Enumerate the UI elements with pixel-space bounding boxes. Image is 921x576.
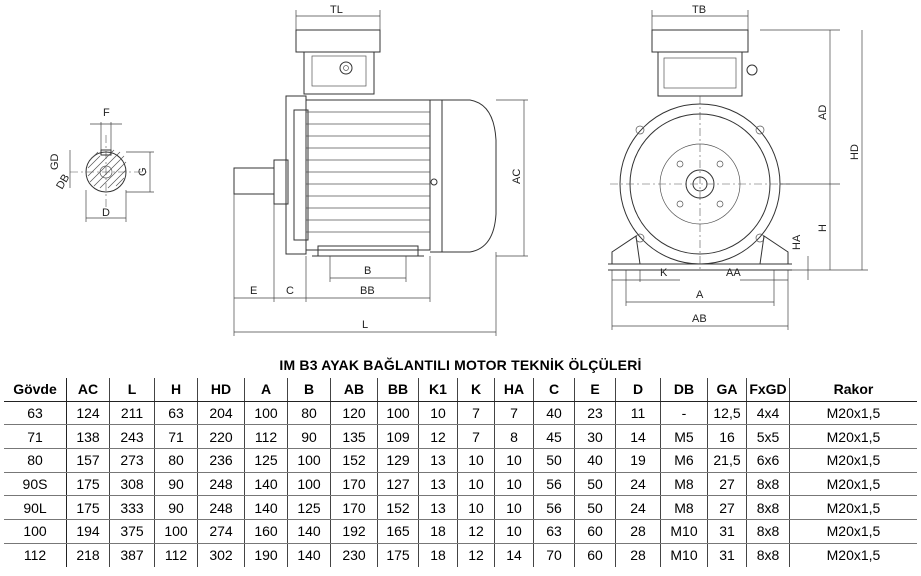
table-cell: 50 — [575, 496, 616, 520]
table-cell: M20x1,5 — [826, 547, 881, 564]
table-title: IM B3 AYAK BAĞLANTILI MOTOR TEKNİK ÖLÇÜLERİ — [279, 357, 642, 373]
column-header: Rakor — [790, 378, 918, 401]
table-cell: 31 — [708, 543, 747, 566]
table-cell: 248 — [198, 496, 245, 520]
dim-label-G: G — [137, 167, 149, 176]
table-cell: 8x8 — [747, 472, 790, 496]
table-cell: 120 — [331, 401, 378, 425]
column-header: E — [575, 378, 616, 401]
table-cell: 16 — [708, 425, 747, 449]
table-cell: 80 — [155, 449, 198, 473]
table-cell: M5 — [661, 425, 708, 449]
table-cell: 112 — [4, 543, 67, 566]
dim-label-TL: TL — [330, 4, 343, 16]
table-cell: 8 — [495, 425, 534, 449]
dim-label-HA: HA — [791, 234, 803, 250]
table-cell: 333 — [110, 496, 155, 520]
table-cell: 100 — [288, 449, 331, 473]
table-cell: 28 — [616, 543, 661, 566]
table-cell: 125 — [288, 496, 331, 520]
table-cell: 8x8 — [747, 543, 790, 566]
table-cell: 124 — [67, 401, 110, 425]
table-cell: 175 — [67, 496, 110, 520]
table-cell: 24 — [616, 496, 661, 520]
table-cell: 14 — [495, 543, 534, 566]
table-cell: 10 — [495, 449, 534, 473]
dim-label-D: D — [102, 207, 110, 219]
table-cell: 100 — [288, 472, 331, 496]
dim-label-TB: TB — [692, 4, 707, 16]
table-cell: - — [661, 401, 708, 425]
dim-label-AC: AC — [511, 168, 523, 184]
table-cell: 71 — [4, 425, 67, 449]
dim-label-AB: AB — [692, 313, 707, 325]
table-cell: 140 — [288, 520, 331, 544]
table-cell: M20x1,5 — [790, 472, 918, 496]
table-cell: 192 — [331, 520, 378, 544]
column-header: HD — [198, 378, 245, 401]
table-cell: 387 — [110, 543, 155, 566]
table-cell: 248 — [198, 472, 245, 496]
column-header: AB — [331, 378, 378, 401]
table-cell: 60 — [575, 520, 616, 544]
table-cell: 23 — [575, 401, 616, 425]
table-cell: 13 — [419, 449, 458, 473]
motor-front-view — [608, 4, 868, 330]
dim-label-DB: DB — [54, 172, 73, 192]
table-cell: 138 — [67, 425, 110, 449]
table-row — [4, 472, 917, 496]
table-cell: M20x1,5 — [790, 496, 918, 520]
table-row — [4, 543, 917, 566]
column-header: FxGD — [747, 378, 790, 401]
table-cell: 10 — [458, 496, 495, 520]
table-cell: 140 — [245, 496, 288, 520]
table-cell: 90L — [4, 496, 67, 520]
column-header: D — [616, 378, 661, 401]
table-cell: 63 — [155, 401, 198, 425]
table-cell: 50 — [534, 449, 575, 473]
dim-label-F: F — [103, 107, 110, 119]
table-cell: 6x6 — [747, 449, 790, 473]
table-cell: 165 — [378, 520, 419, 544]
table-cell: 218 — [67, 543, 110, 566]
table-cell: 211 — [110, 401, 155, 425]
table-row — [4, 520, 917, 544]
dim-label-HD: HD — [849, 144, 861, 160]
table-cell: 12 — [458, 520, 495, 544]
table-cell: M20x1,5 — [790, 520, 918, 544]
column-header: HA — [495, 378, 534, 401]
column-header: BB — [378, 378, 419, 401]
table-cell: 56 — [534, 496, 575, 520]
table-cell: 112 — [155, 543, 198, 566]
table-cell: 10 — [495, 472, 534, 496]
table-cell: 90 — [288, 425, 331, 449]
table-cell: 18 — [419, 543, 458, 566]
table-cell: 7 — [495, 401, 534, 425]
table-cell: 152 — [331, 449, 378, 473]
table-cell: 175 — [67, 472, 110, 496]
column-header: AC — [67, 378, 110, 401]
column-header: L — [110, 378, 155, 401]
dim-label-L: L — [362, 319, 369, 331]
table-cell: 70 — [534, 543, 575, 566]
dim-label-H: H — [817, 224, 829, 232]
table-cell: 100 — [245, 401, 288, 425]
column-header: GA — [708, 378, 747, 401]
table-header-row — [4, 378, 917, 401]
table-row — [4, 496, 917, 520]
table-cell: 30 — [575, 425, 616, 449]
dim-label-AD: AD — [817, 104, 829, 120]
motor-side-view — [234, 4, 528, 336]
table-cell: 18 — [419, 520, 458, 544]
table-cell: 152 — [378, 496, 419, 520]
table-cell: M10 — [661, 543, 708, 566]
table-cell: 4x4 — [747, 401, 790, 425]
dim-label-K: K — [660, 267, 668, 279]
dim-label-BB: BB — [360, 285, 375, 297]
table-cell: M20x1,5 — [790, 401, 918, 425]
table-cell: 127 — [378, 472, 419, 496]
table-cell: 60 — [575, 543, 616, 566]
dim-label-B: B — [364, 265, 372, 277]
table-cell: M20x1,5 — [790, 425, 918, 449]
dim-label-A: A — [696, 289, 704, 301]
table-cell: 7 — [458, 401, 495, 425]
table-row — [4, 449, 917, 473]
column-header: C — [534, 378, 575, 401]
table-cell: 27 — [708, 496, 747, 520]
table-cell: 10 — [458, 472, 495, 496]
table-cell: 28 — [616, 520, 661, 544]
table-cell: 12 — [419, 425, 458, 449]
column-header: B — [288, 378, 331, 401]
table-cell: 31 — [708, 520, 747, 544]
table-cell: 90 — [155, 496, 198, 520]
table-cell: 170 — [331, 496, 378, 520]
shaft-section-view — [49, 107, 154, 222]
table-cell: 274 — [198, 520, 245, 544]
table-cell: 13 — [419, 472, 458, 496]
table-cell: 157 — [67, 449, 110, 473]
table-cell: 230 — [331, 543, 378, 566]
table-row — [4, 425, 917, 449]
table-cell: 243 — [110, 425, 155, 449]
column-header: K — [458, 378, 495, 401]
table-cell: 56 — [534, 472, 575, 496]
table-cell: 8x8 — [747, 520, 790, 544]
column-header: K1 — [419, 378, 458, 401]
table-body — [4, 401, 917, 566]
table-cell: 13 — [419, 496, 458, 520]
table-cell: 10 — [419, 401, 458, 425]
table-cell: 10 — [495, 496, 534, 520]
table-cell: 40 — [575, 449, 616, 473]
table-cell: 8x8 — [747, 496, 790, 520]
table-cell: 7 — [458, 425, 495, 449]
table-cell: 80 — [288, 401, 331, 425]
table-cell: 10 — [495, 520, 534, 544]
table-cell: 194 — [67, 520, 110, 544]
table-cell: 63 — [4, 401, 67, 425]
column-header: H — [155, 378, 198, 401]
table-row — [4, 401, 917, 425]
table-cell: 135 — [331, 425, 378, 449]
table-cell: 90 — [155, 472, 198, 496]
column-header: Gövde — [4, 378, 67, 401]
table-cell: 302 — [198, 543, 245, 566]
table-cell: 273 — [110, 449, 155, 473]
table-cell: 236 — [198, 449, 245, 473]
table-cell: 24 — [616, 472, 661, 496]
table-cell: 71 — [155, 425, 198, 449]
table-cell: 63 — [534, 520, 575, 544]
table-cell: 175 — [378, 543, 419, 566]
table-cell: 140 — [245, 472, 288, 496]
table-cell: M10 — [661, 520, 708, 544]
dim-label-GD: GD — [49, 153, 61, 170]
table-cell: 50 — [575, 472, 616, 496]
table-cell: 11 — [616, 401, 661, 425]
table-cell: 140 — [288, 543, 331, 566]
table-cell: 112 — [245, 425, 288, 449]
table-cell: M20x1,5 — [790, 449, 918, 473]
table-cell: 14 — [616, 425, 661, 449]
table-cell: 160 — [245, 520, 288, 544]
table-cell: 100 — [4, 520, 67, 544]
column-header: DB — [661, 378, 708, 401]
table-cell: 80 — [4, 449, 67, 473]
table-cell: 12,5 — [708, 401, 747, 425]
dim-label-C: C — [286, 285, 294, 297]
table-cell: 45 — [534, 425, 575, 449]
table-cell: 220 — [198, 425, 245, 449]
table-cell: M6 — [661, 449, 708, 473]
table-cell: 100 — [378, 401, 419, 425]
table-cell: 190 — [245, 543, 288, 566]
dim-label-AA: AA — [726, 267, 741, 279]
table-cell: 308 — [110, 472, 155, 496]
table-cell: M8 — [661, 472, 708, 496]
column-header: A — [245, 378, 288, 401]
table-cell: 90S — [4, 472, 67, 496]
table-cell: 109 — [378, 425, 419, 449]
table-cell: 21,5 — [708, 449, 747, 473]
table-cell: 100 — [155, 520, 198, 544]
dimensions-table — [4, 378, 917, 567]
table-cell: 40 — [534, 401, 575, 425]
table-cell: 27 — [708, 472, 747, 496]
table-cell: 12 — [458, 543, 495, 566]
table-cell: 5x5 — [747, 425, 790, 449]
table-cell: 170 — [331, 472, 378, 496]
dim-label-E: E — [250, 285, 258, 297]
table-cell: 204 — [198, 401, 245, 425]
table-cell: 129 — [378, 449, 419, 473]
table-cell: 375 — [110, 520, 155, 544]
table-cell: 10 — [458, 449, 495, 473]
table-cell: 125 — [245, 449, 288, 473]
table-cell: 19 — [616, 449, 661, 473]
table-cell: M8 — [661, 496, 708, 520]
